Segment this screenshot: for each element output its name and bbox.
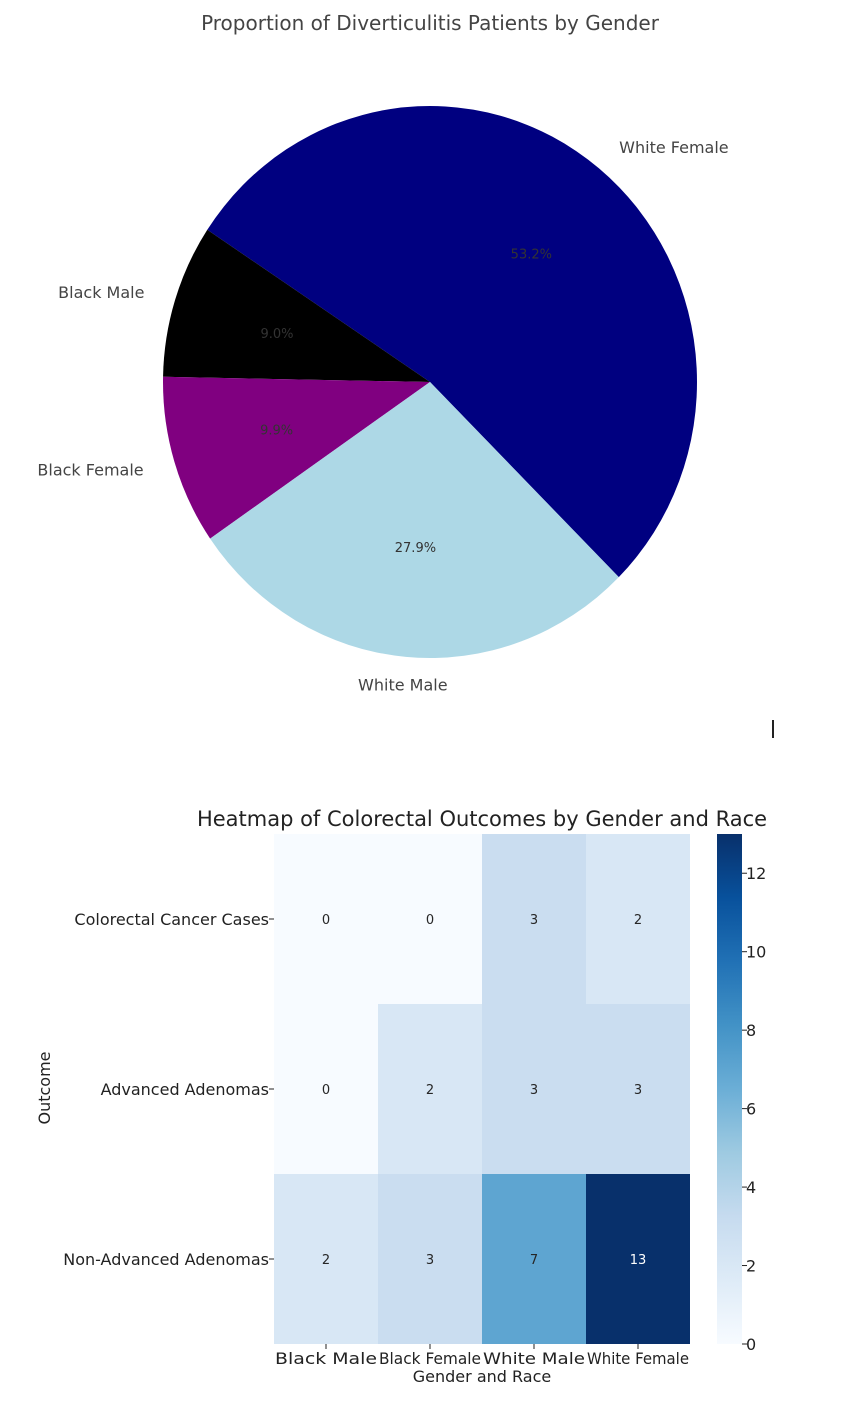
colorbar: [717, 834, 742, 1344]
x-axis-tick-label: White Male: [483, 1349, 585, 1368]
pie-slice-percent-label: 53.2%: [510, 247, 552, 263]
heatmap-chart: [0, 772, 846, 1412]
x-axis-tick-label: White Female: [587, 1349, 689, 1368]
heatmap-cell-value: 2: [425, 1083, 435, 1098]
pie-slice-percent-label: 9.9%: [260, 423, 294, 439]
colorbar-tick-label: 2: [746, 1256, 757, 1276]
heatmap-cell-value: 0: [321, 913, 331, 928]
text-cursor: [772, 720, 774, 738]
y-axis-tick-label: Non-Advanced Adenomas: [63, 1250, 269, 1269]
pie-slice-percent-label: 9.0%: [260, 326, 294, 342]
heatmap-cell-value: 2: [321, 1253, 331, 1268]
pie-slice-label: Black Male: [58, 282, 145, 302]
heatmap-cell-value: 3: [425, 1253, 435, 1268]
heatmap-y-axis-label: Outcome: [35, 1051, 54, 1125]
heatmap-cell-value: 0: [425, 913, 435, 928]
heatmap-cell-value: 7: [529, 1253, 539, 1268]
y-axis-tick-label: Advanced Adenomas: [100, 1080, 269, 1099]
colorbar-tick-label: 4: [746, 1178, 757, 1198]
heatmap-cell-value: 13: [629, 1253, 647, 1268]
heatmap-x-axis-label: Gender and Race: [412, 1367, 552, 1386]
colorbar-tick-label: 6: [746, 1099, 757, 1119]
pie-slice-label: Black Female: [37, 460, 144, 480]
colorbar-tick-label: 10: [746, 942, 767, 962]
heatmap-cell-value: 2: [633, 913, 643, 928]
colorbar-tick-label: 0: [746, 1335, 757, 1354]
x-axis-tick-label: Black Female: [379, 1349, 481, 1368]
x-axis-tick-label: Black Male: [275, 1349, 377, 1368]
pie-slice-percent-label: 27.9%: [394, 540, 437, 556]
heatmap-title: Heatmap of Colorectal Outcomes by Gender and Race: [196, 807, 768, 831]
pie-chart-title: Proportion of Diverticulitis Patients by Gender: [201, 11, 659, 35]
heatmap-cell-value: 3: [633, 1083, 643, 1098]
heatmap-cell-value: 3: [529, 913, 539, 928]
colorbar-tick-label: 8: [746, 1021, 757, 1041]
colorbar-tick-label: 12: [746, 864, 767, 884]
pie-slice-label: White Male: [358, 675, 448, 695]
pie-slice-label: White Female: [619, 137, 729, 157]
heatmap-cell-value: 3: [529, 1083, 539, 1098]
heatmap-cell-value: 0: [321, 1083, 331, 1098]
y-axis-tick-label: Colorectal Cancer Cases: [74, 910, 269, 929]
